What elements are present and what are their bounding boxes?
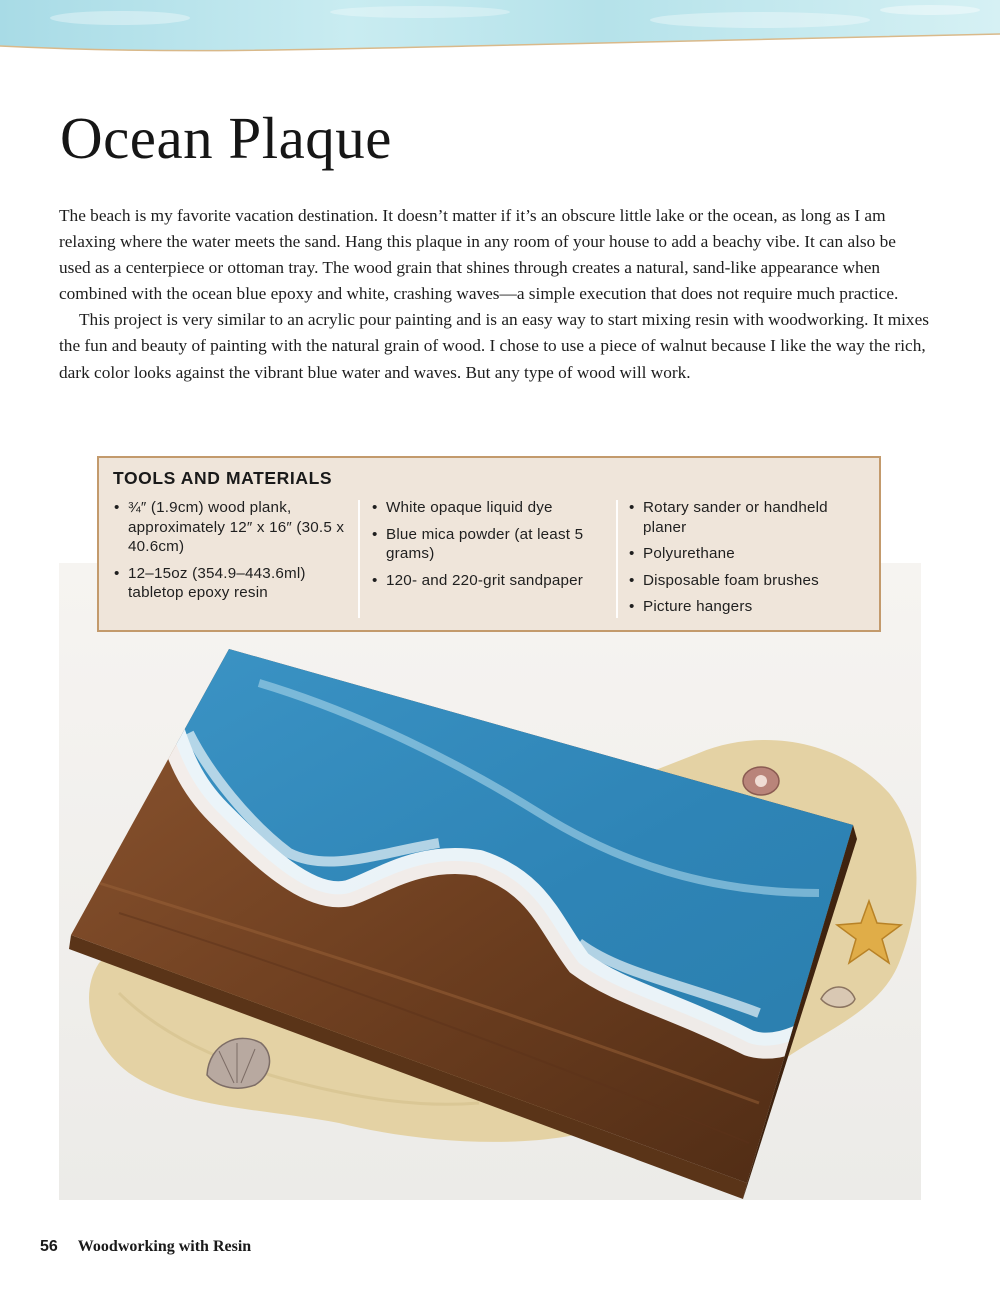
ocean-plaque-photo — [59, 563, 921, 1200]
intro-text — [59, 203, 931, 386]
page-footer — [40, 1238, 251, 1256]
tools-column-2 — [372, 498, 617, 597]
tools-item: • ¾″ (1.9cm) wood plank, approximately 12″ x 16″ (30.5 x 40.6cm) — [114, 498, 349, 557]
ocean-banner-graphic — [0, 0, 1000, 62]
intro-paragraph: This project is very similar to an acrylic pour painting and is an easy way to start mixing resin with woodworking. It mixes the fun and beauty of painting with the natural grain of wood. I chose to use a piece of walnut because I like the way the rich, dark color looks against the vibrant blue water and waves. But any type of wood will work. — [59, 310, 929, 382]
column-divider — [358, 500, 360, 618]
tools-item: • Disposable foam brushes — [629, 571, 869, 591]
page-title: Ocean Plaque — [60, 105, 392, 171]
tools-materials-box — [97, 456, 881, 632]
tools-heading: TOOLS AND MATERIALS — [113, 468, 333, 488]
tools-item: • Rotary sander or handheld planer — [629, 498, 869, 537]
tools-item: • White opaque liquid dye — [372, 498, 617, 518]
tools-item: • 120- and 220-grit sandpaper — [372, 571, 617, 591]
book-title: Woodworking with Resin — [77, 1238, 252, 1255]
page-number: 56 — [40, 1238, 58, 1255]
tools-item: • Polyurethane — [629, 544, 869, 564]
tools-column-1 — [114, 498, 349, 610]
tools-column-3 — [629, 498, 869, 624]
intro-paragraph: The beach is my favorite vacation destination. It doesn’t matter if it’s an obscure little lake or the ocean, as long as I am relaxing where the water meets the sand. Hang this plaque in any room of your house to add a beachy vibe. It can also be used as a centerpiece or ottoman tray. The wood grain that shines through creates a natural, sand-like appearance when combined with the ocean blue epoxy and white, crashing waves—a simple execution that does not require much practice. — [59, 206, 899, 304]
tools-item: • 12–15oz (354.9–443.6ml) tabletop epoxy resin — [114, 564, 349, 603]
tools-item: • Blue mica powder (at least 5 grams) — [372, 525, 617, 564]
tools-item: • Picture hangers — [629, 597, 869, 617]
seashell-icon — [743, 767, 779, 795]
